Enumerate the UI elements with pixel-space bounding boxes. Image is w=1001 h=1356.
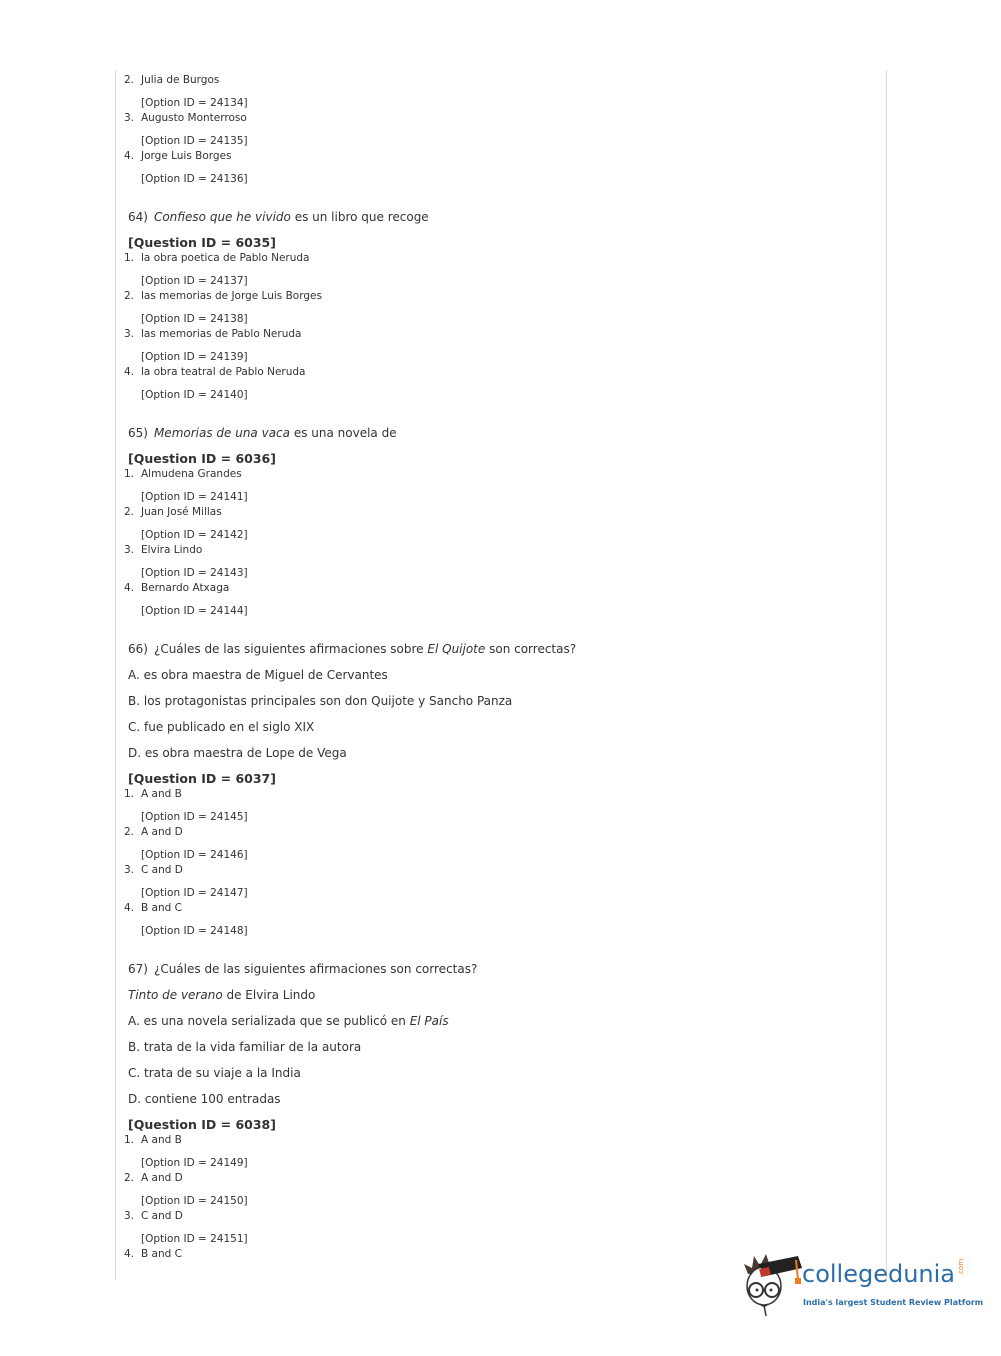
logo-wordmark: collegedunia — [802, 1260, 956, 1288]
option-id: [Option ID = 24140] — [141, 389, 248, 401]
question-67 — [124, 961, 864, 1262]
option-id: [Option ID = 24148] — [141, 925, 248, 937]
question-title: 66) ¿Cuáles de las siguientes afirmaciones sobre El Quijote son correctas? — [128, 642, 577, 656]
option-id: [Option ID = 24137] — [141, 275, 248, 287]
statement-c: C. trata de su viaje a la India — [128, 1066, 301, 1080]
option-id: [Option ID = 24150] — [141, 1195, 248, 1207]
option-id: [Option ID = 24151] — [141, 1233, 248, 1245]
option-id: [Option ID = 24143] — [141, 567, 248, 579]
option-item: 3. Augusto Monterroso — [124, 112, 247, 124]
option-id: [Option ID = 24142] — [141, 529, 248, 541]
option-item: 2. A and D — [124, 1172, 183, 1184]
option-item: 2. las memorias de Jorge Luis Borges — [124, 290, 322, 302]
logo-tagline: India's largest Student Review Platform — [803, 1298, 984, 1307]
option-item: 3. C and D — [124, 1210, 183, 1222]
option-id: [Option ID = 24139] — [141, 351, 248, 363]
question-id: [Question ID = 6036] — [128, 451, 276, 466]
statement-a: A. es obra maestra de Miguel de Cervantes — [128, 668, 388, 682]
option-list — [124, 73, 864, 187]
option-item: 4. la obra teatral de Pablo Neruda — [124, 366, 306, 378]
mascot-graduation-cap-icon — [740, 1246, 804, 1318]
option-id: [Option ID = 24141] — [141, 491, 248, 503]
option-id: [Option ID = 24145] — [141, 811, 248, 823]
option-id: [Option ID = 24149] — [141, 1157, 248, 1169]
option-item: 3. C and D — [124, 864, 183, 876]
statement-d: D. contiene 100 entradas — [128, 1092, 281, 1106]
option-item: 1. A and B — [124, 788, 182, 800]
statement-a: A. es una novela serializada que se publicó en El País — [128, 1014, 449, 1028]
option-item: 4. Bernardo Atxaga — [124, 582, 230, 594]
statement-d: D. es obra maestra de Lope de Vega — [128, 746, 347, 760]
option-item: 4. Jorge Luis Borges — [124, 150, 232, 162]
option-item: 2. Julia de Burgos — [124, 74, 220, 86]
collegedunia-logo[interactable] — [740, 1246, 984, 1318]
question-id: [Question ID = 6035] — [128, 235, 276, 250]
document-content — [124, 73, 864, 1262]
option-id: [Option ID = 24138] — [141, 313, 248, 325]
option-item: 1. A and B — [124, 1134, 182, 1146]
question-title: 67) ¿Cuáles de las siguientes afirmaciones son correctas? — [128, 962, 478, 976]
statement-b: B. los protagonistas principales son don Quijote y Sancho Panza — [128, 694, 513, 708]
option-item: 2. A and D — [124, 826, 183, 838]
option-id: [Option ID = 24144] — [141, 605, 248, 617]
question-id: [Question ID = 6037] — [128, 771, 276, 786]
statement-c: C. fue publicado en el siglo XIX — [128, 720, 315, 734]
option-item: 3. Elvira Lindo — [124, 544, 203, 556]
option-item: 1. la obra poetica de Pablo Neruda — [124, 252, 310, 264]
option-id: [Option ID = 24136] — [141, 173, 248, 185]
question-title: 64) Confieso que he vivido es un libro que recoge — [128, 210, 429, 224]
statement-b: B. trata de la vida familiar de la autora — [128, 1040, 362, 1054]
option-item: 2. Juan José Millas — [124, 506, 222, 518]
question-65 — [124, 425, 864, 619]
option-id: [Option ID = 24147] — [141, 887, 248, 899]
option-item: 4. B and C — [124, 902, 182, 914]
question-title: 65) Memorias de una vaca es una novela de — [128, 426, 397, 440]
option-item: 4. B and C — [124, 1248, 182, 1260]
question-66 — [124, 641, 864, 939]
option-id: [Option ID = 24135] — [141, 135, 248, 147]
option-id: [Option ID = 24134] — [141, 97, 248, 109]
logo-domain: .com — [957, 1258, 965, 1276]
question-subtitle: Tinto de verano de Elvira Lindo — [128, 988, 316, 1002]
question-id: [Question ID = 6038] — [128, 1117, 276, 1132]
option-id: [Option ID = 24146] — [141, 849, 248, 861]
option-item: 3. las memorias de Pablo Neruda — [124, 328, 302, 340]
question-64 — [124, 209, 864, 403]
option-item: 1. Almudena Grandes — [124, 468, 242, 480]
